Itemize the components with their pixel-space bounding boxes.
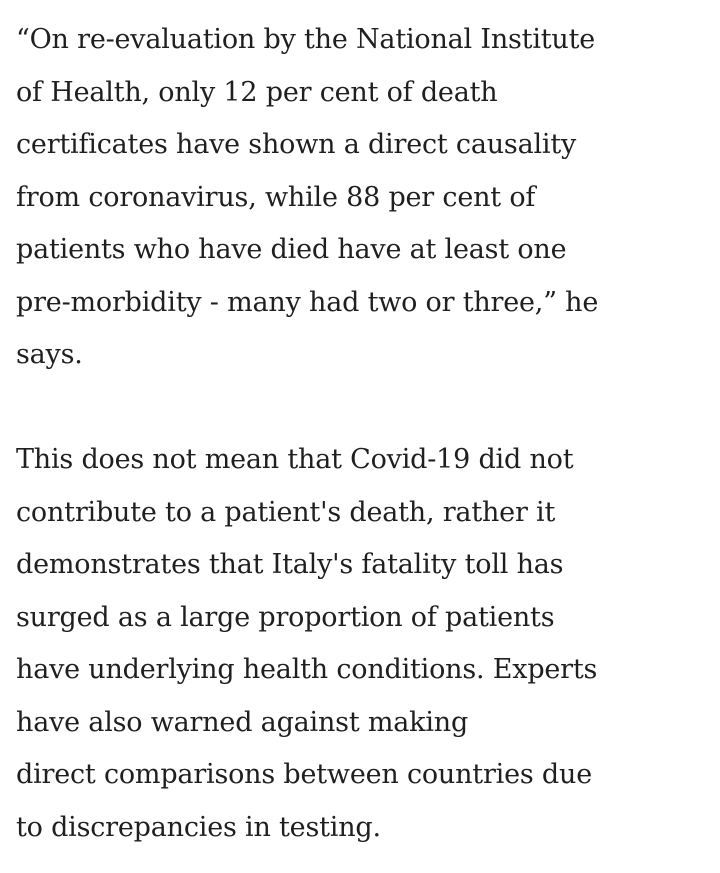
paragraph-line: surged as a large proportion of patients	[16, 601, 555, 633]
article-body	[16, 14, 706, 854]
paragraph-line: This does not mean that Covid-19 did not	[16, 444, 574, 475]
paragraph-line: demonstrates that Italy's fatality toll has	[16, 549, 564, 580]
paragraph-line: direct comparisons between countries due	[16, 759, 592, 790]
paragraph-line: have underlying health conditions. Experts	[16, 654, 598, 685]
paragraph-line: have also warned against making	[16, 706, 469, 738]
paragraph-line: pre-morbidity - many had two or three,” he	[16, 286, 599, 318]
paragraph-line: “On re-evaluation by the National Institute	[16, 24, 596, 55]
paragraph-line: of Health, only 12 per cent of death	[16, 76, 498, 108]
paragraph-line: patients who have died have at least one	[16, 234, 567, 265]
paragraph-line: contribute to a patient's death, rather it	[16, 496, 556, 528]
quote-paragraph	[16, 14, 706, 382]
paragraph-line: certificates have shown a direct causality	[16, 129, 577, 160]
paragraph-line: to discrepancies in testing.	[16, 811, 381, 843]
paragraph-line: says.	[16, 339, 83, 370]
paragraph-line: from coronavirus, while 88 per cent of	[16, 181, 536, 213]
paragraph-spacer	[16, 382, 706, 435]
explanation-paragraph	[16, 434, 706, 854]
